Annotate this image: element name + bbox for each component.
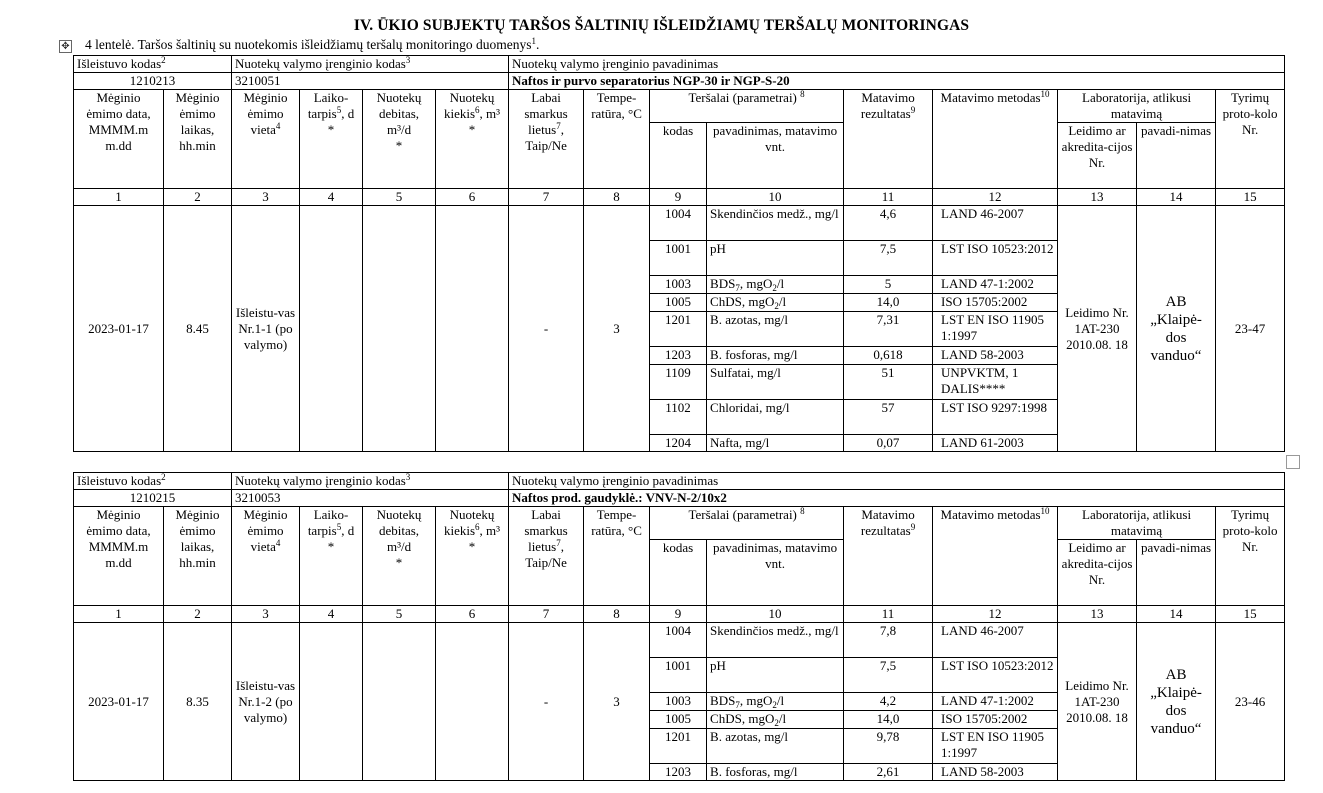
column-number-row [74,606,1285,623]
temperature-value: 3 [584,206,650,452]
col-number: 10 [707,189,844,206]
footnote-mark: 10 [1040,506,1050,516]
pollutant-name: B. fosforas, mg/l [707,764,844,781]
col-number: 14 [1137,606,1216,623]
col-header-period [300,507,363,606]
rain-label: Labai smarkus lietus [524,90,568,137]
period-label: Laiko-tarpis [307,90,349,121]
pollutant-code: 1204 [650,435,707,452]
col-header-rain [509,90,584,189]
pollutant-result: 7,5 [844,658,933,693]
temperature-value: 3 [584,623,650,781]
place-label: Mėginio ėmimo vieta [243,90,288,137]
outlet-code-label: Išleistuvo kodas [77,56,162,71]
outlet-code-value: 1210213 [74,73,232,90]
pollutant-name: B. azotas, mg/l [707,729,844,764]
pollutants-label: Teršalai (parametrai) [688,90,797,105]
pollutant-code: 1005 [650,711,707,729]
volume-label: Nuotekų kiekis [443,507,495,538]
monitoring-table-1 [73,55,1285,452]
footnote-mark: 5 [336,522,342,532]
name-subscript: 2 [772,283,777,293]
asterisk: * [395,138,403,153]
table-resize-handle-icon[interactable] [1286,455,1300,469]
col-header-protocol: Tyrimų proto-kolo Nr. [1216,90,1285,189]
name-part: BDS [710,693,736,708]
name-subscript: 2 [772,700,777,710]
outlet-header-row [74,56,1285,73]
pollutant-method: LAND 47-1:2002 [933,693,1058,711]
result-label: Matavimo rezultatas [860,90,915,121]
pollutant-result: 51 [844,365,933,400]
result-label: Matavimo rezultatas [860,507,915,538]
table-row [74,623,1285,658]
period-unit: , d [341,106,355,121]
name-subscript: 7 [735,700,740,710]
col-header-method [933,90,1058,189]
col-header-protocol: Tyrimų proto-kolo Nr. [1216,507,1285,606]
pollutant-code: 1003 [650,276,707,294]
pollutant-result: 9,78 [844,729,933,764]
flow-value [363,623,436,781]
col-number: 8 [584,189,650,206]
pollutant-method: LAND 61-2003 [933,435,1058,452]
footnote-mark: 8 [800,506,805,516]
footnote-mark: 2 [161,55,166,65]
pollutant-name: pH [707,658,844,693]
name-subscript: 2 [774,718,779,728]
name-part: /l [778,294,787,309]
footnote-mark: 3 [405,472,411,482]
footnote-mark: 9 [910,522,916,532]
col-header-volume [436,507,509,606]
col-header-date: Mėginio ėmimo data, MMMM.m m.dd [74,90,164,189]
lab-permit: Leidimo Nr. 1AT-230 2010.08. 18 [1058,206,1137,452]
col-header-time: Mėginio ėmimo laikas, hh.min [164,90,232,189]
col-number: 12 [933,189,1058,206]
volume-value [436,623,509,781]
pollutant-result: 7,31 [844,312,933,347]
name-subscript: 2 [774,301,779,311]
col-number: 10 [707,606,844,623]
pollutant-method: UNPVKTM, 1 DALIS**** [933,365,1058,400]
col-number: 15 [1216,606,1285,623]
outlet-values-row [74,73,1285,90]
pollutant-result: 0,618 [844,347,933,365]
sample-date: 2023-01-17 [74,206,164,452]
pollutant-method: LAND 46-2007 [933,623,1058,658]
flow-value [363,206,436,452]
footnote-mark: 10 [1040,89,1050,99]
pollutant-result: 4,6 [844,206,933,241]
col-header-lab: Laboratorija, atlikusi matavimą [1058,90,1216,123]
col-number: 3 [232,189,300,206]
pollutant-method: LAND 58-2003 [933,764,1058,781]
rain-value: - [509,206,584,452]
footnote-mark: 4 [275,538,281,548]
pollutant-name: B. azotas, mg/l [707,312,844,347]
pollutant-result: 5 [844,276,933,294]
pollutant-name [707,276,844,294]
pollutant-code: 1109 [650,365,707,400]
name-part: BDS [710,276,736,291]
sample-time: 8.35 [164,623,232,781]
pollutant-method: LST ISO 9297:1998 [933,400,1058,435]
footnote-mark: 6 [475,522,480,532]
rain-unit: , Taip/Ne [525,122,567,153]
pollutant-code: 1203 [650,764,707,781]
outlet-code-header [74,56,232,73]
col-header-temperature: Tempe-ratūra, °C [584,90,650,189]
column-header-row [74,90,1285,123]
pollutant-method: LST EN ISO 11905 1:1997 [933,312,1058,347]
sample-date: 2023-01-17 [74,623,164,781]
col-number: 4 [300,606,363,623]
flow-label: Nuotekų debitas, m³/d [376,90,422,137]
volume-value [436,206,509,452]
pollutant-name: Nafta, mg/l [707,435,844,452]
col-header-pollutants [650,507,844,540]
pollutant-code: 1203 [650,347,707,365]
device-code-value: 3210051 [232,73,509,90]
sample-place: Išleistu-vas Nr.1-1 (po valymo) [232,206,300,452]
lab-permit: Leidimo Nr. 1AT-230 2010.08. 18 [1058,623,1137,781]
footnote-mark: 3 [405,55,411,65]
col-header-volume [436,90,509,189]
period-label: Laiko-tarpis [307,507,349,538]
col-number: 6 [436,189,509,206]
volume-unit: , m³ [479,523,501,538]
col-header-permit: Leidimo ar akredita-cijos Nr. [1058,540,1137,606]
pollutant-method: LST ISO 10523:2012 [933,241,1058,276]
rain-unit: , Taip/Ne [525,539,567,570]
pollutant-result: 7,5 [844,241,933,276]
pollutant-result: 4,2 [844,693,933,711]
period-value [300,206,363,452]
col-number: 2 [164,606,232,623]
outlet-values-row [74,490,1285,507]
footnote-mark: 4 [275,121,281,131]
col-header-flow [363,90,436,189]
col-header-place [232,90,300,189]
footnote-mark: 6 [475,105,480,115]
col-number: 9 [650,189,707,206]
pollutant-result: 57 [844,400,933,435]
col-header-name-unit: pavadinimas, matavimo vnt. [707,123,844,189]
col-number: 14 [1137,189,1216,206]
footnote-mark: 8 [800,89,805,99]
name-part: /l [778,711,787,726]
col-number: 13 [1058,189,1137,206]
col-header-temperature: Tempe-ratūra, °C [584,507,650,606]
pollutant-code: 1201 [650,729,707,764]
place-label: Mėginio ėmimo vieta [243,507,288,554]
table-caption [85,37,539,53]
col-number: 2 [164,189,232,206]
col-number: 7 [509,606,584,623]
col-header-permit: Leidimo ar akredita-cijos Nr. [1058,123,1137,189]
device-code-label: Nuotekų valymo įrenginio kodas [235,56,406,71]
pollutant-result: 0,07 [844,435,933,452]
pollutant-name: Skendinčios medž., mg/l [707,623,844,658]
name-part: ChDS, mgO [710,294,775,309]
footnote-mark: 7 [556,538,561,548]
period-value [300,623,363,781]
outlet-code-header [74,473,232,490]
device-name-header: Nuotekų valymo įrenginio pavadinimas [509,56,1285,73]
column-header-row [74,507,1285,540]
monitoring-table-2 [73,472,1285,781]
col-header-result [844,507,933,606]
device-code-header [232,473,509,490]
name-part: /l [776,693,785,708]
col-number: 7 [509,189,584,206]
pollutant-result: 2,61 [844,764,933,781]
pollutant-result: 14,0 [844,711,933,729]
pollutant-method: LST EN ISO 11905 1:1997 [933,729,1058,764]
table-row [74,206,1285,241]
col-number: 5 [363,189,436,206]
outlet-header-row [74,473,1285,490]
col-header-lab-name: pavadi-nimas [1137,123,1216,189]
col-number: 12 [933,606,1058,623]
col-number: 4 [300,189,363,206]
col-number: 1 [74,606,164,623]
asterisk: * [468,122,476,137]
pollutant-name: Skendinčios medž., mg/l [707,206,844,241]
asterisk: * [327,122,335,137]
caption-text: 4 lentelė. Taršos šaltinių su nuotekomis išleidžiamų teršalų monitoringo duomenys [85,37,532,52]
col-number: 13 [1058,606,1137,623]
column-number-row [74,189,1285,206]
device-code-value: 3210053 [232,490,509,507]
col-header-code: kodas [650,123,707,189]
outlet-code-value: 1210215 [74,490,232,507]
pollutant-method: LAND 58-2003 [933,347,1058,365]
protocol-number: 23-46 [1216,623,1285,781]
sample-time: 8.45 [164,206,232,452]
pollutant-method: LST ISO 10523:2012 [933,658,1058,693]
pollutant-name [707,693,844,711]
lab-name: AB „Klaipė-dos vanduo“ [1137,623,1216,781]
flow-label: Nuotekų debitas, m³/d [376,507,422,554]
asterisk: * [468,539,476,554]
col-number: 6 [436,606,509,623]
pollutant-name: Sulfatai, mg/l [707,365,844,400]
caption-footnote: 1 [531,36,536,46]
col-header-rain [509,507,584,606]
pollutant-code: 1001 [650,658,707,693]
pollutant-name: Chloridai, mg/l [707,400,844,435]
pollutant-code: 1004 [650,206,707,241]
pollutant-name [707,711,844,729]
footnote-mark: 9 [910,105,916,115]
device-code-label: Nuotekų valymo įrenginio kodas [235,473,406,488]
col-header-time: Mėginio ėmimo laikas, hh.min [164,507,232,606]
name-subscript: 7 [735,283,740,293]
pollutant-code: 1005 [650,294,707,312]
caption-end: . [536,37,540,52]
name-part: /l [776,276,785,291]
volume-unit: , m³ [479,106,501,121]
pollutant-name: B. fosforas, mg/l [707,347,844,365]
pollutant-code: 1003 [650,693,707,711]
pollutant-method: ISO 15705:2002 [933,711,1058,729]
col-number: 5 [363,606,436,623]
protocol-number: 23-47 [1216,206,1285,452]
page-title: IV. ŪKIO SUBJEKTŲ TARŠOS ŠALTINIŲ IŠLEIDŽIAMŲ TERŠALŲ MONITORINGAS [353,17,970,34]
col-header-place [232,507,300,606]
device-code-header [232,56,509,73]
col-header-date: Mėginio ėmimo data, MMMM.m m.dd [74,507,164,606]
device-name-value: Naftos ir purvo separatorius NGP-30 ir NGP-S-20 [509,73,1285,90]
col-number: 15 [1216,189,1285,206]
pollutant-method: LAND 47-1:2002 [933,276,1058,294]
pollutant-method: LAND 46-2007 [933,206,1058,241]
sample-place: Išleistu-vas Nr.1-2 (po valymo) [232,623,300,781]
pollutant-code: 1201 [650,312,707,347]
pollutant-result: 14,0 [844,294,933,312]
rain-label: Labai smarkus lietus [524,507,568,554]
pollutant-code: 1001 [650,241,707,276]
col-number: 3 [232,606,300,623]
col-header-result [844,90,933,189]
pollutant-result: 7,8 [844,623,933,658]
outlet-code-label: Išleistuvo kodas [77,473,162,488]
col-header-lab-name: pavadi-nimas [1137,540,1216,606]
lab-name: AB „Klaipė-dos vanduo“ [1137,206,1216,452]
col-header-lab: Laboratorija, atlikusi matavimą [1058,507,1216,540]
footnote-mark: 5 [336,105,342,115]
col-header-flow [363,507,436,606]
pollutant-name: pH [707,241,844,276]
pollutants-label: Teršalai (parametrai) [688,507,797,522]
col-header-period [300,90,363,189]
asterisk: * [395,555,403,570]
period-unit: , d [341,523,355,538]
name-part: ChDS, mgO [710,711,775,726]
footnote-mark: 7 [556,121,561,131]
volume-label: Nuotekų kiekis [443,90,495,121]
col-number: 11 [844,606,933,623]
col-number: 9 [650,606,707,623]
device-name-header: Nuotekų valymo įrenginio pavadinimas [509,473,1285,490]
pollutant-code: 1102 [650,400,707,435]
name-part: , mgO [739,693,773,708]
method-label: Matavimo metodas [940,90,1041,105]
pollutant-method: ISO 15705:2002 [933,294,1058,312]
footnote-mark: 2 [161,472,166,482]
pollutant-code: 1004 [650,623,707,658]
asterisk: * [327,539,335,554]
col-number: 1 [74,189,164,206]
col-number: 11 [844,189,933,206]
table-move-handle-icon[interactable]: ✥ [59,40,72,53]
pollutant-name [707,294,844,312]
col-header-name-unit: pavadinimas, matavimo vnt. [707,540,844,606]
col-number: 8 [584,606,650,623]
method-label: Matavimo metodas [940,507,1041,522]
col-header-method [933,507,1058,606]
col-header-pollutants [650,90,844,123]
rain-value: - [509,623,584,781]
name-part: , mgO [739,276,773,291]
col-header-code: kodas [650,540,707,606]
device-name-value: Naftos prod. gaudyklė.: VNV-N-2/10x2 [509,490,1285,507]
